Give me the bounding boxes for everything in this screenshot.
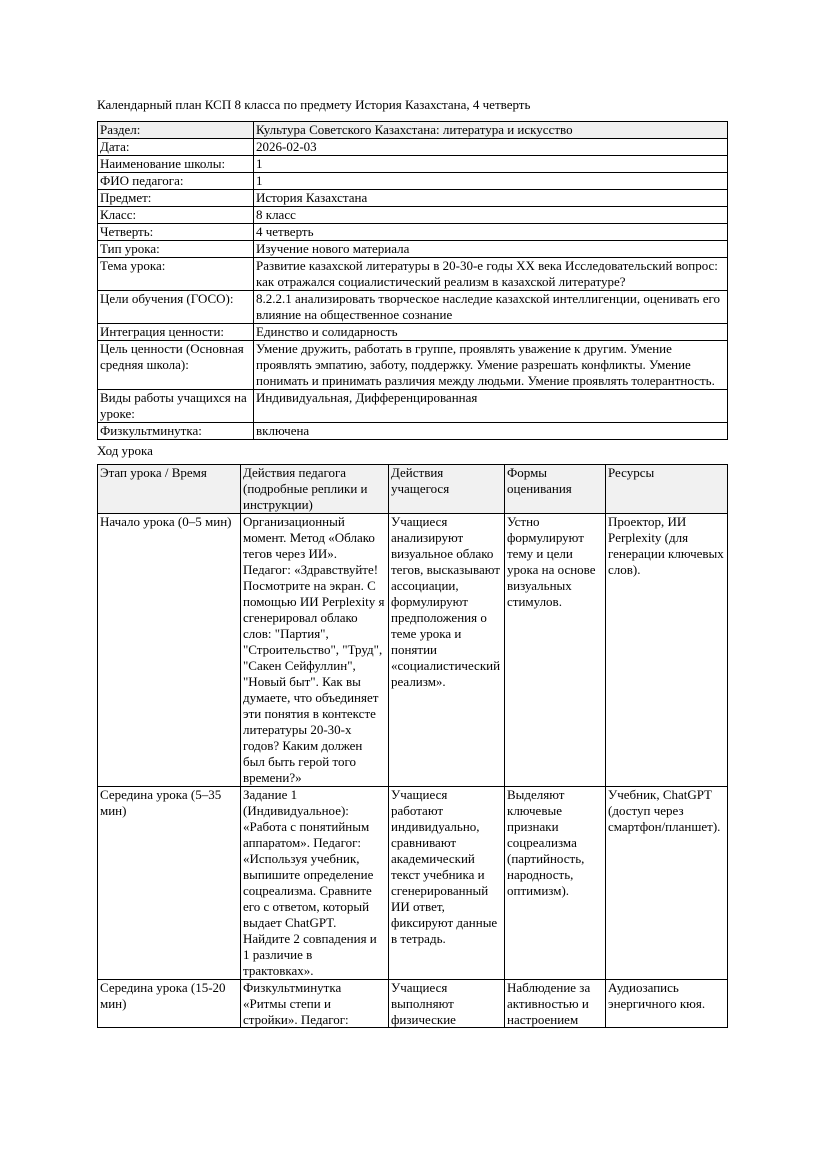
info-value: 4 четверть [254,224,728,241]
stage-cell: Начало урока (0–5 мин) [98,514,241,787]
info-value: История Казахстана [254,190,728,207]
info-label: ФИО педагога: [98,173,254,190]
column-header-stage: Этап урока / Время [98,465,241,514]
teacher-actions-cell: Организационный момент. Метод «Облако тегов через ИИ». Педагог: «Здравствуйте! Посмотрите на экран. С помощью ИИ Perplexity я сгенерировал облако слов: "Партия", "Строительство", "Труд", "Сакен Сейфуллин", "Новый быт". Как вы думаете, что объединяет эти понятия в контексте литературы 20-30-х годов? Каким должен был быть герой того времени?» [241,514,389,787]
column-header-teacher-actions: Действия педагога (подробные реплики и инструкции) [241,465,389,514]
info-label: Физкультминутка: [98,423,254,440]
info-row [98,190,728,207]
info-label: Четверть: [98,224,254,241]
lesson-flow-row [98,514,728,787]
info-row [98,173,728,190]
info-value: 8.2.2.1 анализировать творческое наследие казахской интеллигенции, оценивать его влияние на общественное сознание [254,291,728,324]
info-value: Развитие казахской литературы в 20-30-е годы XX века Исследовательский вопрос: как отражался социалистический реализм в казахской литературе? [254,258,728,291]
assessment-cell: Наблюдение за активностью и настроением [505,980,606,1028]
info-label: Цели обучения (ГОСО): [98,291,254,324]
lesson-flow-row [98,787,728,980]
student-actions-cell: Учащиеся выполняют физические [389,980,505,1028]
info-row [98,139,728,156]
info-value: 1 [254,156,728,173]
info-label: Дата: [98,139,254,156]
column-header-assessment: Формы оценивания [505,465,606,514]
info-label: Наименование школы: [98,156,254,173]
student-actions-cell: Учащиеся анализируют визуальное облако тегов, высказывают ассоциации, формулируют предположения о теме урока и понятии «социалистический реализм». [389,514,505,787]
info-label: Виды работы учащихся на уроке: [98,390,254,423]
info-row [98,341,728,390]
info-value: включена [254,423,728,440]
lesson-info-table [97,121,728,440]
info-label: Раздел: [98,122,254,139]
student-actions-cell: Учащиеся работают индивидуально, сравнивают академический текст учебника и сгенерированный ИИ ответ, фиксируют данные в тетрадь. [389,787,505,980]
info-row [98,324,728,341]
info-value: Культура Советского Казахстана: литература и искусство [254,122,728,139]
info-value: Изучение нового материала [254,241,728,258]
resources-cell: Учебник, ChatGPT (доступ через смартфон/планшет). [606,787,728,980]
info-row [98,423,728,440]
info-value: 1 [254,173,728,190]
info-value: Индивидуальная, Дифференцированная [254,390,728,423]
stage-cell: Середина урока (15-20 мин) [98,980,241,1028]
teacher-actions-cell: Физкультминутка «Ритмы степи и стройки». Педагог: [241,980,389,1028]
info-label: Интеграция ценности: [98,324,254,341]
document-title: Календарный план КСП 8 класса по предмету История Казахстана, 4 четверть [97,97,531,112]
resources-cell: Аудиозапись энергичного кюя. [606,980,728,1028]
assessment-cell: Устно формулируют тему и цели урока на основе визуальных стимулов. [505,514,606,787]
info-value: 8 класс [254,207,728,224]
lesson-flow-table [97,464,728,1028]
info-label: Класс: [98,207,254,224]
info-value: Единство и солидарность [254,324,728,341]
info-label: Тип урока: [98,241,254,258]
info-row [98,207,728,224]
info-row [98,291,728,324]
info-row [98,258,728,291]
info-label: Тема урока: [98,258,254,291]
info-row [98,224,728,241]
document-content [97,97,727,1028]
column-header-resources: Ресурсы [606,465,728,514]
section-heading: Ход урока [97,443,153,458]
lesson-flow-header-row [98,465,728,514]
stage-cell: Середина урока (5–35 мин) [98,787,241,980]
assessment-cell: Выделяют ключевые признаки соцреализма (партийность, народность, оптимизм). [505,787,606,980]
resources-cell: Проектор, ИИ Perplexity (для генерации ключевых слов). [606,514,728,787]
info-label: Цель ценности (Основная средняя школа): [98,341,254,390]
info-row [98,156,728,173]
info-value: Умение дружить, работать в группе, проявлять уважение к другим. Умение проявлять эмпатию, заботу, поддержку. Умение разрешать конфликты. Умение понимать и принимать различия между людьми. Умение проявлять толерантность. [254,341,728,390]
info-label: Предмет: [98,190,254,207]
teacher-actions-cell: Задание 1 (Индивидуальное): «Работа с понятийным аппаратом». Педагог: «Используя учебник, выпишите определение соцреализма. Сравните его с ответом, который выдает ChatGPT. Найдите 2 совпадения и 1 различие в трактовках». [241,787,389,980]
info-row [98,390,728,423]
info-row [98,122,728,139]
column-header-student-actions: Действия учащегося [389,465,505,514]
info-row [98,241,728,258]
lesson-flow-row-clipped [98,980,728,1028]
info-value: 2026-02-03 [254,139,728,156]
